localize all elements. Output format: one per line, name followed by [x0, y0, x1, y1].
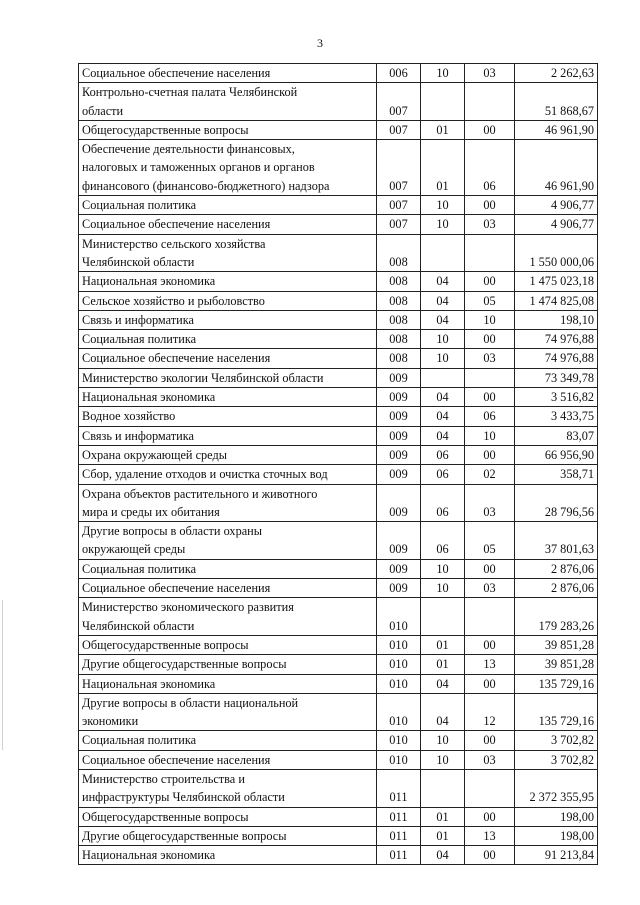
table-row	[79, 330, 598, 349]
row-section	[421, 769, 465, 807]
table-row	[79, 769, 598, 807]
row-section: 10	[421, 731, 465, 750]
row-name-line: Министерство экономического развития	[82, 600, 294, 615]
row-subsection: 00	[465, 120, 515, 139]
row-subsection: 03	[465, 750, 515, 769]
row-name	[79, 465, 377, 484]
row-name	[79, 291, 377, 310]
row-amount: 179 283,26	[515, 598, 598, 636]
row-name-line: Сбор, удаление отходов и очистка сточных вод	[82, 467, 328, 482]
table-row	[79, 807, 598, 826]
row-section: 04	[421, 272, 465, 291]
row-code: 009	[377, 407, 421, 426]
row-amount: 198,00	[515, 807, 598, 826]
row-code: 008	[377, 291, 421, 310]
row-code: 010	[377, 693, 421, 731]
row-amount: 83,07	[515, 426, 598, 445]
row-subsection	[465, 769, 515, 807]
row-code: 011	[377, 769, 421, 807]
row-section: 01	[421, 120, 465, 139]
row-amount: 37 801,63	[515, 522, 598, 560]
row-name	[79, 559, 377, 578]
row-section: 06	[421, 522, 465, 560]
row-subsection: 00	[465, 559, 515, 578]
budget-table-body	[79, 64, 598, 865]
row-section: 10	[421, 330, 465, 349]
row-section: 04	[421, 693, 465, 731]
row-section: 10	[421, 64, 465, 83]
row-section: 01	[421, 826, 465, 845]
row-name	[79, 846, 377, 865]
row-name-line: Национальная экономика	[82, 676, 216, 691]
row-section: 04	[421, 426, 465, 445]
row-name-line: Социальное обеспечение населения	[82, 66, 271, 80]
row-section: 10	[421, 559, 465, 578]
row-subsection: 03	[465, 349, 515, 368]
budget-table	[78, 63, 598, 865]
table-row	[79, 826, 598, 845]
row-amount: 1 475 023,18	[515, 272, 598, 291]
row-subsection: 06	[465, 140, 515, 196]
row-section: 10	[421, 196, 465, 215]
row-name	[79, 196, 377, 215]
row-section: 01	[421, 807, 465, 826]
row-section	[421, 83, 465, 121]
row-section: 01	[421, 655, 465, 674]
row-code: 009	[377, 579, 421, 598]
row-code: 009	[377, 445, 421, 464]
table-row	[79, 196, 598, 215]
row-section: 10	[421, 349, 465, 368]
row-name-line: Челябинской области	[82, 618, 195, 633]
row-code: 008	[377, 330, 421, 349]
row-name-line: Контрольно-счетная палата Челябинской	[82, 85, 298, 100]
row-section: 06	[421, 445, 465, 464]
row-name-line: Социальная политика	[82, 733, 197, 748]
row-name	[79, 750, 377, 769]
row-name	[79, 579, 377, 598]
row-subsection: 03	[465, 579, 515, 598]
row-name-line: Другие вопросы в области охраны	[82, 524, 263, 539]
row-code: 009	[377, 368, 421, 387]
row-code: 010	[377, 598, 421, 636]
row-section: 04	[421, 388, 465, 407]
row-subsection: 05	[465, 522, 515, 560]
row-name	[79, 769, 377, 807]
row-name-line: Социальная политика	[82, 332, 197, 347]
row-name	[79, 826, 377, 845]
row-name-line: Охрана объектов растительного и животного	[82, 486, 318, 501]
table-row	[79, 598, 598, 636]
row-amount: 198,10	[515, 310, 598, 329]
row-subsection: 00	[465, 330, 515, 349]
row-subsection: 13	[465, 655, 515, 674]
row-amount: 4 906,77	[515, 196, 598, 215]
row-section: 10	[421, 750, 465, 769]
row-section: 10	[421, 579, 465, 598]
row-name-line: финансового (финансово-бюджетного) надзора	[82, 178, 330, 193]
row-amount: 3 702,82	[515, 750, 598, 769]
table-row	[79, 83, 598, 121]
row-name-line: области	[82, 103, 124, 118]
row-subsection: 00	[465, 445, 515, 464]
row-section	[421, 598, 465, 636]
row-code: 010	[377, 655, 421, 674]
row-code: 010	[377, 750, 421, 769]
row-amount: 2 262,63	[515, 64, 598, 83]
row-subsection: 00	[465, 807, 515, 826]
table-row	[79, 655, 598, 674]
row-name	[79, 64, 377, 83]
row-subsection: 13	[465, 826, 515, 845]
row-name	[79, 674, 377, 693]
row-code: 009	[377, 388, 421, 407]
row-subsection: 00	[465, 196, 515, 215]
row-subsection: 00	[465, 272, 515, 291]
scan-edge-mark	[2, 600, 3, 750]
row-code: 007	[377, 83, 421, 121]
row-amount: 3 433,75	[515, 407, 598, 426]
row-code: 008	[377, 349, 421, 368]
row-name-line: Социальное обеспечение населения	[82, 752, 271, 767]
row-name	[79, 426, 377, 445]
row-name	[79, 655, 377, 674]
table-row	[79, 846, 598, 865]
table-row	[79, 368, 598, 387]
table-row	[79, 140, 598, 196]
row-amount: 39 851,28	[515, 655, 598, 674]
row-section: 04	[421, 674, 465, 693]
row-subsection	[465, 234, 515, 272]
table-row	[79, 484, 598, 522]
row-name	[79, 445, 377, 464]
row-name-line: Другие общегосударственные вопросы	[82, 657, 287, 672]
row-name	[79, 522, 377, 560]
table-row	[79, 522, 598, 560]
row-name-line: Общегосударственные вопросы	[82, 637, 249, 652]
row-code: 006	[377, 64, 421, 83]
row-name	[79, 388, 377, 407]
row-subsection: 00	[465, 846, 515, 865]
row-name-line: Связь и информатика	[82, 428, 194, 443]
table-row	[79, 445, 598, 464]
row-amount: 358,71	[515, 465, 598, 484]
row-name-line: Национальная экономика	[82, 848, 216, 863]
row-subsection: 00	[465, 674, 515, 693]
row-name	[79, 349, 377, 368]
row-code: 007	[377, 140, 421, 196]
row-amount: 135 729,16	[515, 693, 598, 731]
row-code: 007	[377, 215, 421, 234]
row-name-line: Челябинской области	[82, 254, 195, 269]
table-row	[79, 579, 598, 598]
table-row	[79, 407, 598, 426]
row-amount: 1 550 000,06	[515, 234, 598, 272]
row-name-line: Национальная экономика	[82, 390, 216, 405]
row-amount: 66 956,90	[515, 445, 598, 464]
row-subsection: 06	[465, 407, 515, 426]
row-code: 009	[377, 522, 421, 560]
row-name	[79, 310, 377, 329]
row-name	[79, 140, 377, 196]
row-name	[79, 598, 377, 636]
row-subsection: 00	[465, 388, 515, 407]
row-section	[421, 234, 465, 272]
row-code: 007	[377, 196, 421, 215]
table-row	[79, 674, 598, 693]
row-name-line: экономики	[82, 714, 139, 729]
row-amount: 4 906,77	[515, 215, 598, 234]
row-name-line: Министерство экологии Челябинской области	[82, 370, 324, 385]
row-name-line: Связь и информатика	[82, 312, 194, 327]
row-amount: 28 796,56	[515, 484, 598, 522]
row-code: 008	[377, 310, 421, 329]
row-amount: 74 976,88	[515, 349, 598, 368]
table-row	[79, 731, 598, 750]
row-name-line: Водное хозяйство	[82, 409, 176, 424]
row-section: 06	[421, 465, 465, 484]
row-name-line: Другие вопросы в области национальной	[82, 695, 299, 710]
row-name-line: Социальное обеспечение населения	[82, 351, 271, 366]
row-amount: 3 516,82	[515, 388, 598, 407]
table-row	[79, 291, 598, 310]
row-amount: 74 976,88	[515, 330, 598, 349]
row-amount: 135 729,16	[515, 674, 598, 693]
row-name	[79, 484, 377, 522]
row-code: 007	[377, 120, 421, 139]
row-subsection: 10	[465, 310, 515, 329]
row-name-line: инфраструктуры Челябинской области	[82, 790, 285, 805]
row-subsection: 03	[465, 215, 515, 234]
row-name-line: Обеспечение деятельности финансовых,	[82, 142, 295, 157]
table-row	[79, 272, 598, 291]
row-name	[79, 215, 377, 234]
table-row	[79, 120, 598, 139]
row-name	[79, 407, 377, 426]
row-section: 04	[421, 407, 465, 426]
page-number: 3	[317, 36, 323, 50]
row-name-line: Общегосударственные вопросы	[82, 809, 249, 824]
table-row	[79, 234, 598, 272]
row-code: 010	[377, 731, 421, 750]
row-subsection: 03	[465, 64, 515, 83]
row-code: 011	[377, 826, 421, 845]
row-code: 009	[377, 426, 421, 445]
row-section: 06	[421, 484, 465, 522]
row-code: 010	[377, 674, 421, 693]
row-name	[79, 693, 377, 731]
row-name-line: Другие общегосударственные вопросы	[82, 828, 287, 843]
row-name-line: Министерство строительства и	[82, 771, 245, 786]
row-section: 10	[421, 215, 465, 234]
row-amount: 1 474 825,08	[515, 291, 598, 310]
row-code: 011	[377, 846, 421, 865]
row-subsection: 00	[465, 635, 515, 654]
row-name	[79, 234, 377, 272]
row-amount: 73 349,78	[515, 368, 598, 387]
row-amount: 2 876,06	[515, 559, 598, 578]
row-subsection: 02	[465, 465, 515, 484]
row-subsection	[465, 83, 515, 121]
table-row	[79, 310, 598, 329]
row-amount: 46 961,90	[515, 140, 598, 196]
row-section: 04	[421, 310, 465, 329]
row-amount: 91 213,84	[515, 846, 598, 865]
row-name	[79, 83, 377, 121]
row-name	[79, 272, 377, 291]
row-name-line: Социальная политика	[82, 561, 197, 576]
table-row	[79, 388, 598, 407]
row-code: 010	[377, 635, 421, 654]
row-section	[421, 368, 465, 387]
row-subsection: 10	[465, 426, 515, 445]
row-subsection: 03	[465, 484, 515, 522]
row-name-line: налоговых и таможенных органов и органов	[82, 160, 315, 175]
row-code: 009	[377, 484, 421, 522]
row-section: 04	[421, 291, 465, 310]
row-name	[79, 120, 377, 139]
row-name	[79, 731, 377, 750]
row-name	[79, 330, 377, 349]
row-name-line: Министерство сельского хозяйства	[82, 236, 266, 251]
row-subsection	[465, 598, 515, 636]
row-amount: 46 961,90	[515, 120, 598, 139]
row-amount: 2 876,06	[515, 579, 598, 598]
row-name-line: Сельское хозяйство и рыболовство	[82, 293, 265, 308]
row-code: 009	[377, 559, 421, 578]
row-amount: 198,00	[515, 826, 598, 845]
row-amount: 3 702,82	[515, 731, 598, 750]
row-name	[79, 807, 377, 826]
row-code: 011	[377, 807, 421, 826]
table-row	[79, 559, 598, 578]
row-subsection: 12	[465, 693, 515, 731]
row-name-line: Социальная политика	[82, 198, 197, 213]
table-row	[79, 64, 598, 83]
row-name-line: мира и среды их обитания	[82, 504, 220, 519]
table-row	[79, 215, 598, 234]
row-name-line: Социальное обеспечение населения	[82, 217, 271, 232]
table-row	[79, 750, 598, 769]
row-name	[79, 635, 377, 654]
row-amount: 2 372 355,95	[515, 769, 598, 807]
row-section: 01	[421, 635, 465, 654]
row-subsection: 00	[465, 731, 515, 750]
row-section: 04	[421, 846, 465, 865]
table-row	[79, 635, 598, 654]
row-code: 009	[377, 465, 421, 484]
row-subsection: 05	[465, 291, 515, 310]
table-row	[79, 349, 598, 368]
row-amount: 39 851,28	[515, 635, 598, 654]
row-name-line: Общегосударственные вопросы	[82, 122, 249, 137]
row-code: 008	[377, 272, 421, 291]
row-code: 008	[377, 234, 421, 272]
row-amount: 51 868,67	[515, 83, 598, 121]
row-name	[79, 368, 377, 387]
table-row	[79, 693, 598, 731]
row-name-line: Охрана окружающей среды	[82, 447, 227, 462]
table-row	[79, 465, 598, 484]
row-subsection	[465, 368, 515, 387]
row-section: 01	[421, 140, 465, 196]
row-name-line: окружающей среды	[82, 542, 186, 557]
row-name-line: Социальное обеспечение населения	[82, 581, 271, 596]
row-name-line: Национальная экономика	[82, 274, 216, 289]
table-row	[79, 426, 598, 445]
